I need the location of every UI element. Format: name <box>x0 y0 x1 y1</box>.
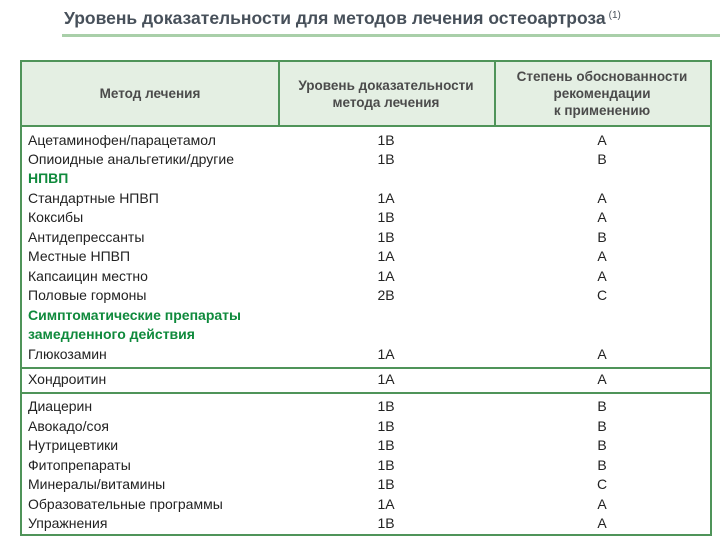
evidence-level-cell: 1B <box>377 437 395 453</box>
method-cell: Симптоматические препараты <box>28 307 241 323</box>
recommendation-grade-cell: A <box>597 190 607 206</box>
method-cell: Упражнения <box>28 515 108 531</box>
recommendation-grade-cell: A <box>597 268 607 284</box>
table-row <box>22 397 710 416</box>
recommendation-grade-cell: C <box>596 476 608 492</box>
method-cell: Капсаицин местно <box>28 268 148 284</box>
title-underline <box>62 34 720 37</box>
header-divider <box>278 62 280 125</box>
table-row <box>22 267 710 286</box>
table-row <box>22 345 710 364</box>
table-row <box>22 456 710 475</box>
recommendation-grade-cell: A <box>597 132 607 148</box>
header-level-line2: метода лечения <box>332 94 440 110</box>
method-cell: Хондроитин <box>28 371 107 387</box>
recommendation-grade-cell: B <box>597 398 607 414</box>
recommendation-grade-cell: B <box>597 418 607 434</box>
method-cell: замедленного действия <box>28 326 195 342</box>
evidence-level-cell: 1A <box>377 496 395 512</box>
evidence-level-cell: 1A <box>377 248 395 264</box>
table-row <box>22 131 710 150</box>
table-subheading <box>22 325 710 344</box>
method-cell: Авокадо/соя <box>28 418 109 434</box>
recommendation-grade-cell: A <box>597 209 607 225</box>
recommendation-grade-cell: A <box>597 248 607 264</box>
method-cell: Нутрицевтики <box>28 437 119 453</box>
table-row <box>22 247 710 266</box>
method-cell: Опиоидные анальгетики/другие <box>28 151 235 167</box>
page-title <box>64 4 621 32</box>
method-cell: Стандартные НПВП <box>28 190 159 206</box>
header-grade-line1: Степень обоснованности <box>516 69 688 84</box>
method-cell: Фитопрепараты <box>28 457 131 473</box>
evidence-level-cell: 1B <box>377 398 395 414</box>
header-divider <box>494 62 496 125</box>
table-subheading <box>22 306 710 325</box>
header-grade-line2: рекомендации <box>553 86 651 101</box>
method-cell: Местные НПВП <box>28 248 131 264</box>
evidence-level-cell: 1A <box>377 346 395 362</box>
table-subheading <box>22 169 710 188</box>
method-cell: Глюкозамин <box>28 346 107 362</box>
recommendation-grade-cell: B <box>597 151 607 167</box>
evidence-level-cell: 1B <box>377 151 395 167</box>
table-row <box>22 286 710 305</box>
header-method <box>22 62 278 125</box>
table-row <box>22 436 710 455</box>
header-grade-line3: к применению <box>553 103 651 118</box>
recommendation-grade-cell: A <box>597 515 607 531</box>
recommendation-grade-cell: A <box>597 371 607 387</box>
recommendation-grade-cell: B <box>597 457 607 473</box>
table-row <box>22 208 710 227</box>
method-cell: Половые гормоны <box>28 287 147 303</box>
method-cell: Антидепрессанты <box>28 229 145 245</box>
evidence-level-cell: 1B <box>377 132 395 148</box>
header-recommendation-grade <box>494 62 710 125</box>
evidence-level-cell: 1A <box>377 371 395 387</box>
recommendation-grade-cell: B <box>597 229 607 245</box>
table-row <box>22 475 710 494</box>
table-row <box>22 189 710 208</box>
evidence-level-cell: 1B <box>377 209 395 225</box>
recommendation-grade-cell: B <box>597 437 607 453</box>
evidence-level-cell: 1A <box>377 268 395 284</box>
evidence-level-cell: 1B <box>377 515 395 531</box>
evidence-table <box>20 60 712 536</box>
recommendation-grade-cell: A <box>597 496 607 512</box>
recommendation-grade-cell: C <box>596 287 608 303</box>
evidence-level-cell: 1B <box>377 229 395 245</box>
header-evidence-level <box>278 62 494 125</box>
evidence-level-cell: 2B <box>377 287 395 303</box>
evidence-level-cell: 1B <box>377 457 395 473</box>
recommendation-grade-cell: A <box>597 346 607 362</box>
table-row <box>22 514 710 533</box>
table-row <box>22 495 710 514</box>
table-row <box>22 150 710 169</box>
method-cell: Минералы/витамины <box>28 476 166 492</box>
evidence-level-cell: 1B <box>377 476 395 492</box>
method-cell: Образовательные программы <box>28 496 223 512</box>
header-method-label: Метод лечения <box>99 86 201 101</box>
method-cell: Коксибы <box>28 209 84 225</box>
method-cell: Ацетаминофен/парацетамол <box>28 132 216 148</box>
header-level-line1: Уровень доказательности <box>298 77 474 93</box>
title-reference: (1) <box>608 10 621 21</box>
method-cell: Диацерин <box>28 398 93 414</box>
method-cell: НПВП <box>28 170 69 186</box>
table-row <box>22 228 710 247</box>
table-row <box>22 370 710 389</box>
evidence-level-cell: 1B <box>377 418 395 434</box>
title-text: Уровень доказательности для методов лечения остеоартроза <box>64 8 606 28</box>
table-row <box>22 417 710 436</box>
evidence-level-cell: 1A <box>377 190 395 206</box>
table-header <box>22 62 710 127</box>
